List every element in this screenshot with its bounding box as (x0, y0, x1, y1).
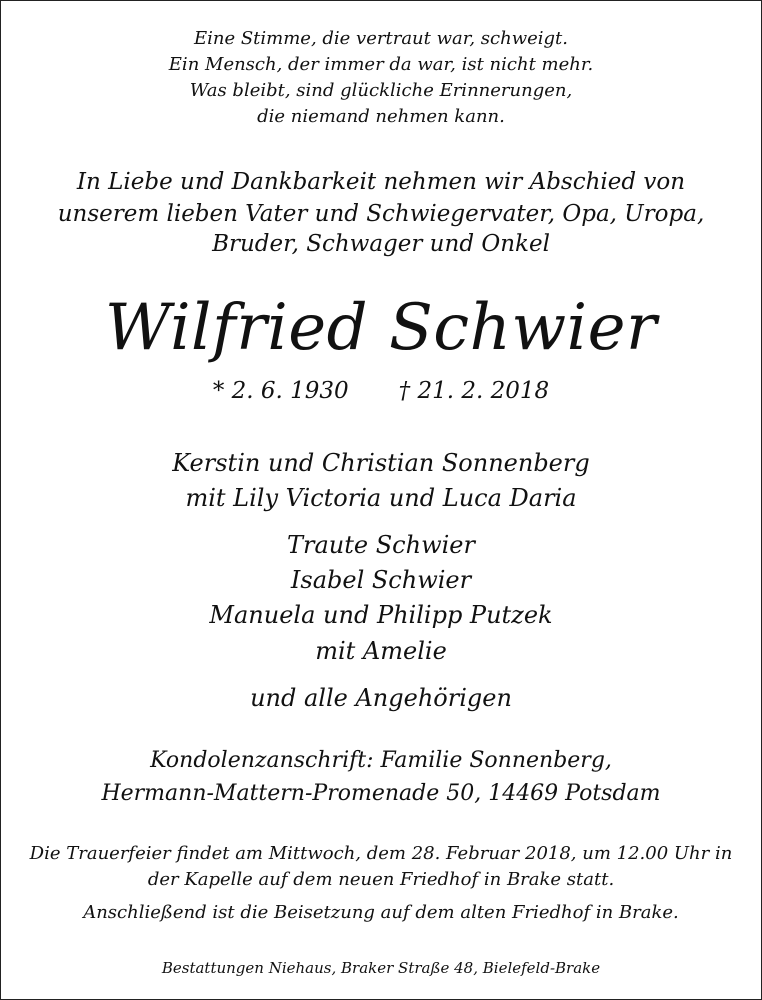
poem-line: Eine Stimme, die vertraut war, schweigt. (193, 28, 569, 49)
intro-line: In Liebe und Dankbarkeit nehmen wir Abschied von (76, 169, 686, 195)
poem-line: Ein Mensch, der immer da war, ist nicht mehr. (168, 54, 594, 75)
intro-line: Bruder, Schwager und Onkel (212, 231, 550, 257)
life-dates (1, 378, 761, 404)
intro-line: unserem lieben Vater und Schwiegervater, Opa, Uropa, (57, 201, 705, 227)
poem-line: die niemand nehmen kann. (257, 106, 505, 127)
family-line: mit Lily Victoria und Luca Daria (185, 484, 577, 512)
address-line: Hermann-Mattern-Promenade 50, 14469 Potsdam (101, 781, 661, 806)
service-line: Die Trauerfeier findet am Mittwoch, dem 28. Februar 2018, um 12.00 Uhr in (29, 843, 733, 864)
family-line: Manuela und Philipp Putzek (209, 601, 553, 629)
family-line: Traute Schwier (287, 531, 475, 559)
service-line: der Kapelle auf dem neuen Friedhof in Brake statt. (147, 869, 615, 890)
birth-date: * 2. 6. 1930 (212, 378, 349, 404)
service-line: Anschließend ist die Beisetzung auf dem alten Friedhof in Brake. (83, 902, 679, 923)
family-line: Kerstin und Christian Sonnenberg (172, 449, 590, 477)
family-line: mit Amelie (315, 637, 447, 665)
family-line: und alle Angehörigen (250, 684, 512, 712)
address-line: Kondolenzanschrift: Familie Sonnenberg, (150, 748, 612, 773)
death-date: † 21. 2. 2018 (398, 378, 550, 404)
undertaker-line: Bestattungen Niehaus, Braker Straße 48, Bielefeld-Brake (161, 959, 601, 977)
deceased-name: Wilfried Schwier (104, 291, 658, 365)
family-line: Isabel Schwier (290, 566, 472, 594)
poem-line: Was bleibt, sind glückliche Erinnerungen, (189, 80, 573, 101)
